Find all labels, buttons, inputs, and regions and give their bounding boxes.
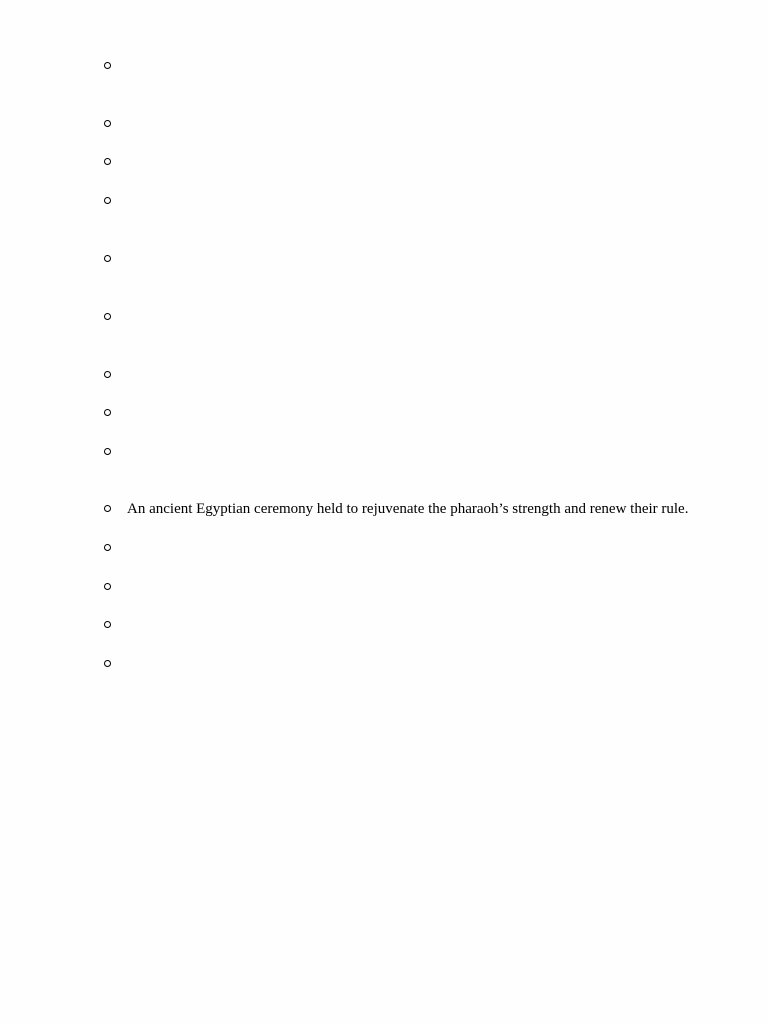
list-item-text (127, 152, 757, 172)
list-item (0, 499, 768, 519)
list-item-text (127, 365, 757, 385)
list-item (0, 114, 768, 134)
hollow-circle-bullet-icon (103, 365, 111, 385)
list-item (0, 654, 768, 674)
hollow-circle-bullet-icon (103, 191, 111, 211)
hollow-circle-bullet-icon (103, 152, 111, 172)
hollow-circle-bullet-icon (103, 499, 111, 519)
list-item-text (127, 56, 757, 76)
hollow-circle-bullet-icon (103, 538, 111, 558)
list-item (0, 577, 768, 597)
list-item (0, 152, 768, 172)
list-item (0, 442, 768, 462)
hollow-circle-bullet-icon (103, 249, 111, 269)
list-item-text (127, 654, 757, 674)
hollow-circle-bullet-icon (103, 615, 111, 635)
list-item-text (127, 249, 757, 269)
hollow-circle-bullet-icon (103, 56, 111, 76)
hollow-circle-bullet-icon (103, 307, 111, 327)
list-item (0, 538, 768, 558)
list-item-text (127, 403, 757, 423)
hollow-circle-bullet-icon (103, 442, 111, 462)
list-item-text (127, 114, 757, 134)
list-item-text (127, 538, 757, 558)
hollow-circle-bullet-icon (103, 654, 111, 674)
list-item (0, 56, 768, 76)
hollow-circle-bullet-icon (103, 403, 111, 423)
list-item-text (127, 577, 757, 597)
list-item (0, 365, 768, 385)
list-item-text (127, 191, 757, 211)
list-item (0, 615, 768, 635)
list-item (0, 249, 768, 269)
list-item (0, 403, 768, 423)
hollow-circle-bullet-icon (103, 577, 111, 597)
hollow-circle-bullet-icon (103, 114, 111, 134)
list-item-text (127, 307, 757, 327)
list-item (0, 307, 768, 327)
list-item-text: An ancient Egyptian ceremony held to rejuvenate the pharaoh’s strength and renew their rule. (127, 501, 689, 517)
list-item-text (127, 615, 757, 635)
list-item (0, 191, 768, 211)
list-item-text (127, 442, 757, 462)
